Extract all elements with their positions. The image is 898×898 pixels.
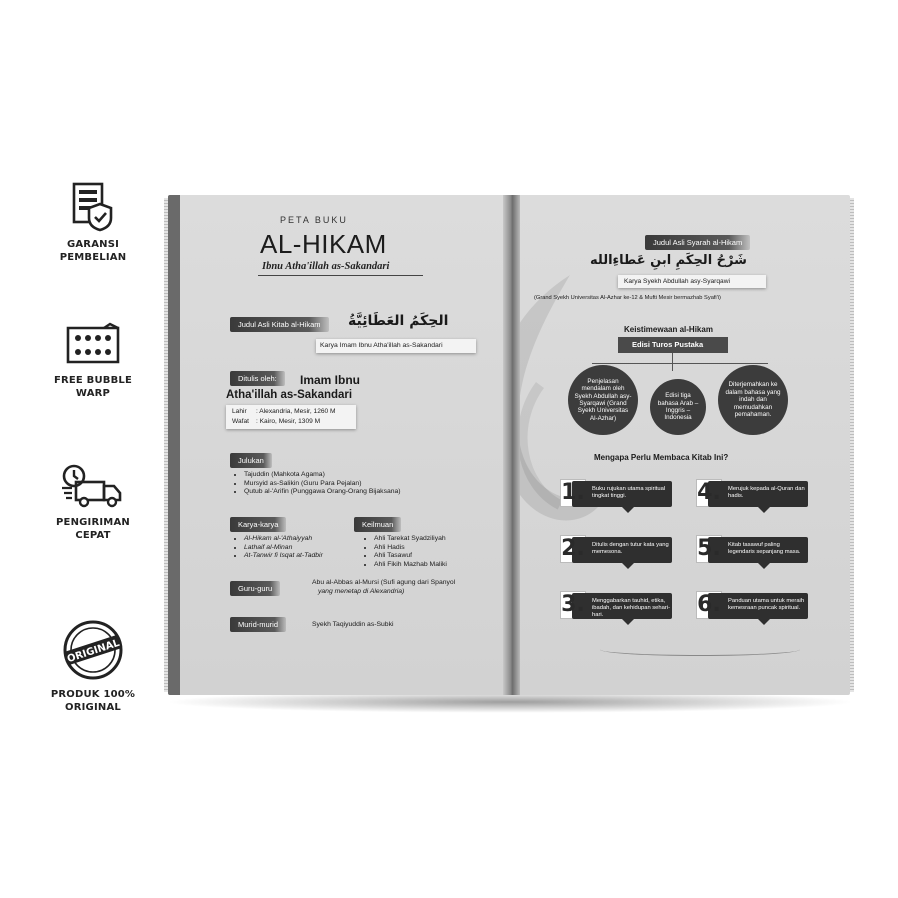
reason-card-2 — [561, 536, 672, 563]
list-item: • Qutub al-'Arifin (Punggawa Orang-Orang Bijaksana) — [244, 488, 401, 497]
syarah-tag: Judul Asli Syarah al-Hikam — [645, 235, 750, 250]
judul-caption: Karya Imam Ibnu Atha'illah as-Sakandari — [320, 342, 443, 349]
why-title: Mengapa Perlu Membaca Kitab Ini? — [594, 453, 729, 462]
reason-number: 2. — [561, 536, 585, 561]
badge-label-line1: FREE BUBBLE — [53, 375, 133, 386]
badge-label-line2: CEPAT — [75, 530, 111, 541]
reason-number: 5. — [697, 536, 721, 561]
list-item: • Mursyid as-Salikin (Guru Para Pejalan) — [244, 480, 401, 489]
badge-label-line2: WARP — [75, 388, 111, 399]
connector-line — [672, 353, 673, 371]
julukan-list — [234, 471, 401, 497]
badge-garansi — [38, 182, 148, 264]
reason-text: Ditulis dengan tutur kata yang memesona. — [592, 542, 669, 555]
badge-label-line2: ORIGINAL — [65, 702, 121, 713]
list-item: • Ahli Tasawuf — [374, 552, 447, 561]
reason-card-3 — [561, 592, 672, 619]
karya-list — [234, 535, 323, 561]
reason-text: Kitab tasawuf paling legendaris sepanjang masa. — [728, 542, 801, 555]
stamp-text: ORIGINAL — [65, 637, 122, 666]
reason-text: Buku rujukan utama spiritual tingkat tinggi. — [592, 486, 666, 499]
lahir-value: : Alexandria, Mesir, 1260 M — [256, 408, 336, 415]
reason-card-1 — [561, 480, 672, 507]
reason-number: 3. — [561, 592, 585, 617]
reason-number: 4. — [697, 480, 721, 505]
author-info-card — [226, 405, 356, 429]
list-item: • At-Tanwir fi Isqat at-Tadbir — [244, 552, 323, 561]
keistimewaan-title: Keistimewaan al-Hikam — [624, 325, 713, 334]
book-author-subtitle: Ibnu Atha'illah as-Sakandari — [262, 261, 390, 272]
document-shield-icon — [70, 182, 116, 232]
syarah-caption-card — [618, 275, 766, 288]
judul-asli-tag: Judul Asli Kitab al-Hikam — [230, 317, 329, 332]
judul-arabic: الحِكَمُ العَطَائِيَّةُ — [348, 313, 449, 329]
badge-original — [38, 618, 148, 714]
reason-text: Panduan utama untuk meraih kemesraan puncak spiritual. — [728, 598, 805, 611]
right-page — [520, 195, 850, 695]
reason-card-5 — [697, 536, 808, 563]
connector-line — [592, 363, 768, 364]
syarah-note: (Grand Syekh Universitas Al-Azhar ke-12 & Mufti Mesir bermazhab Syafi'i) — [534, 295, 721, 301]
badge-bubble — [38, 322, 148, 400]
syarah-caption: Karya Syekh Abdullah asy-Syarqawi — [624, 278, 730, 285]
keilmuan-tag: Keilmuan — [354, 517, 401, 532]
murid-tag: Murid-murid — [230, 617, 286, 632]
page-side-strip — [168, 195, 180, 695]
left-page — [168, 195, 503, 695]
feature-circle: Edisi tiga bahasa Arab – Inggris – Indonesia — [650, 379, 706, 435]
list-item: • Lathaif al-Minan — [244, 544, 323, 553]
wafat-label: Wafat — [232, 418, 249, 425]
book-kicker: PETA BUKU — [280, 215, 348, 225]
guru-line2: yang menetap di Alexandria) — [318, 588, 405, 595]
wafat-value: : Kairo, Mesir, 1309 M — [256, 418, 321, 425]
feature-circle: Diterjemahkan ke dalam bahasa yang indah dan memudahkan pemahaman. — [718, 365, 788, 435]
badge-label-line1: PENGIRIMAN — [56, 517, 130, 528]
murid-name: Syekh Taqiyuddin as-Subki — [312, 621, 394, 628]
list-item: • Tajuddin (Mahkota Agama) — [244, 471, 401, 480]
list-item: • Ahli Tarekat Syadziliyah — [374, 535, 447, 544]
reason-text: Merujuk kepada al-Quran dan hadis. — [728, 486, 805, 499]
original-stamp-icon — [61, 618, 125, 682]
reason-card-6 — [697, 592, 808, 619]
edition-label: Edisi Turos Pustaka — [632, 340, 704, 349]
reason-number: 1. — [561, 480, 585, 505]
bottom-decoration-line — [600, 643, 800, 656]
edition-label-bg — [618, 337, 728, 353]
list-item: • Ahli Hadis — [374, 544, 447, 553]
author-name-line1: Imam Ibnu — [300, 373, 361, 387]
list-item: • Al-Hikam al-'Athaiyyah — [244, 535, 323, 544]
fast-delivery-truck-icon — [60, 462, 126, 510]
reason-text: Menggabarkan tauhid, etika, ibadah, dan kehidupan sehari-hari. — [592, 598, 670, 618]
badge-pengiriman — [38, 462, 148, 542]
keilmuan-list — [364, 535, 447, 569]
judul-caption-card — [316, 339, 476, 353]
badge-label-line1: GARANSI — [66, 239, 120, 250]
badge-label-line2: PEMBELIAN — [59, 252, 127, 263]
list-item: • Ahli Fikih Mazhab Maliki — [374, 561, 447, 570]
reason-card-4 — [697, 480, 808, 507]
ditulis-oleh-tag: Ditulis oleh: — [230, 371, 285, 386]
book-spine — [503, 195, 520, 695]
guru-line1: Abu al-Abbas al-Mursi (Sufi agung dari Spanyol — [312, 579, 456, 586]
book-title: AL-HIKAM — [260, 229, 387, 259]
reason-number: 6. — [697, 592, 721, 617]
badge-label-line1: PRODUK 100% — [50, 689, 136, 700]
feature-circle: Penjelasan mendalam oleh Syekh Abdullah asy-Syarqawi (Grand Syekh Universitas Al-Azhar) — [568, 365, 638, 435]
author-name-line2: Atha'illah as-Sakandari — [226, 389, 353, 401]
julukan-tag: Julukan — [230, 453, 272, 468]
syarah-arabic: شَرْحُ الحِكَمِ ابنِ عَطاءِالله — [590, 253, 747, 268]
lahir-label: Lahir — [232, 408, 247, 415]
bubble-wrap-icon — [64, 322, 122, 368]
title-divider — [258, 275, 423, 276]
open-book — [158, 195, 860, 705]
karya-tag: Karya-karya — [230, 517, 286, 532]
guru-tag: Guru-guru — [230, 581, 280, 596]
